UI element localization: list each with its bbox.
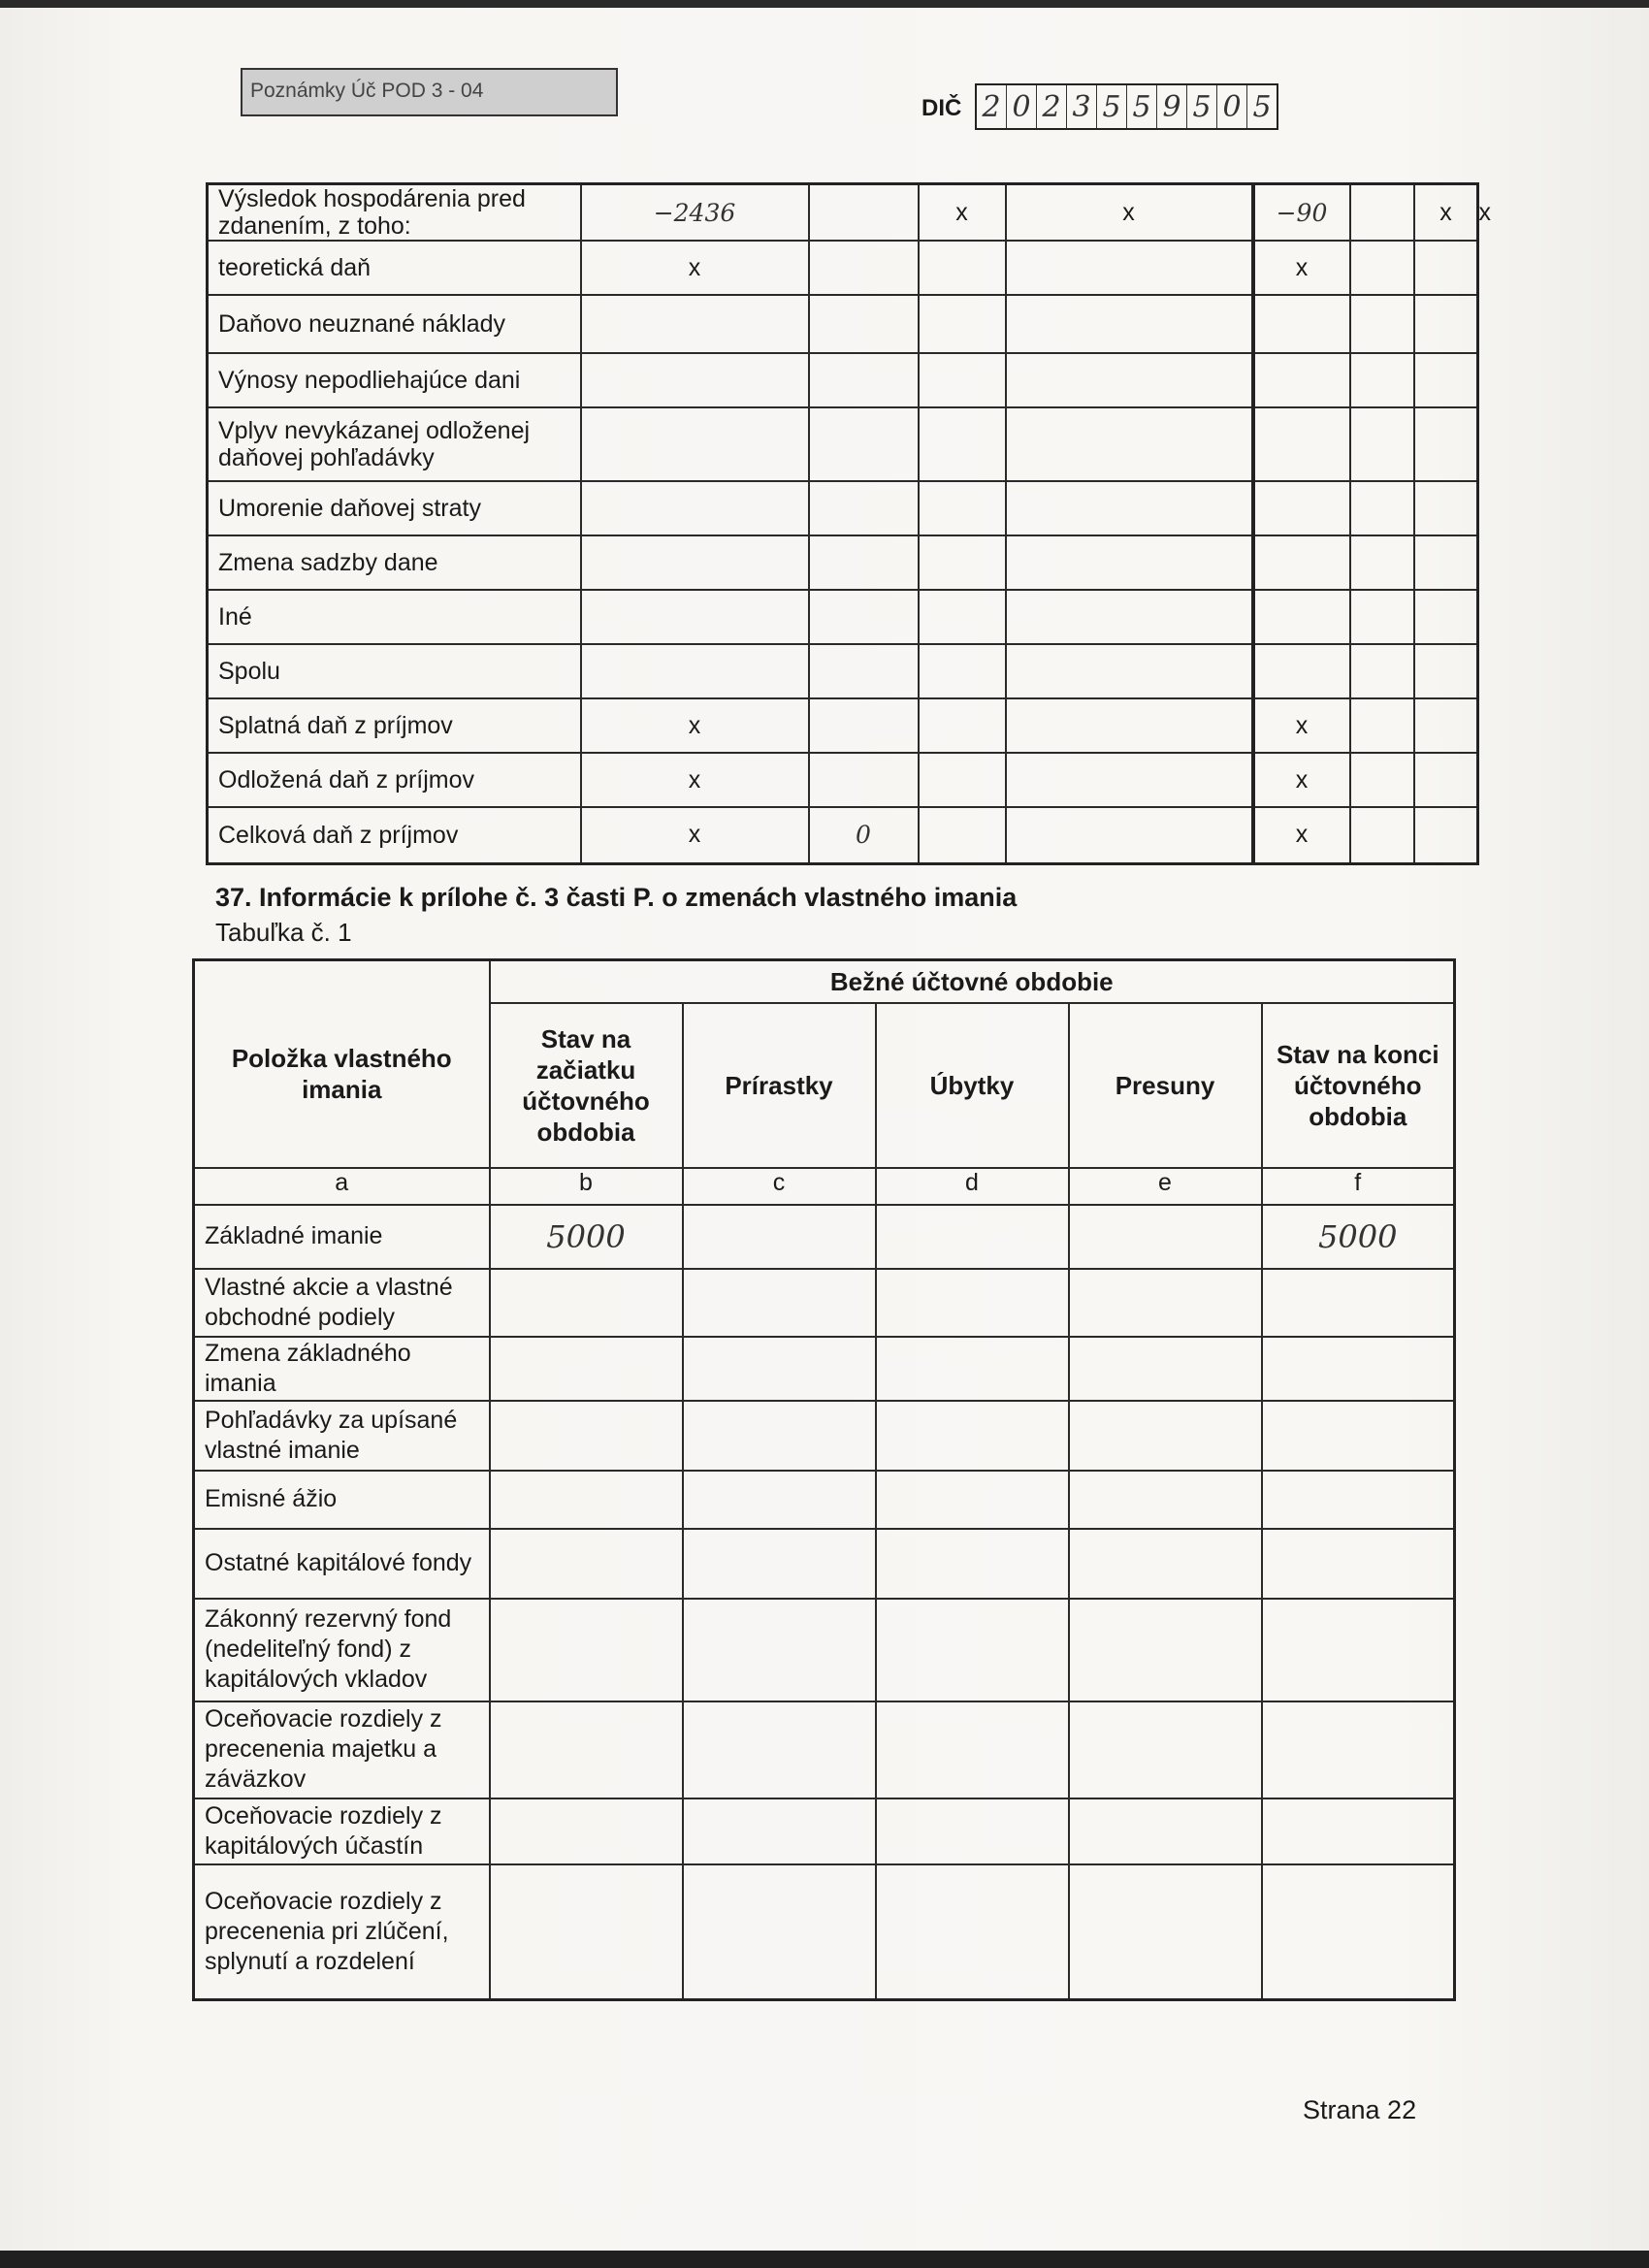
item-header-label: Položka vlastného imania	[231, 1043, 452, 1104]
tax-cell	[1414, 698, 1478, 753]
tax-cell: x	[1414, 184, 1478, 242]
dic-digit: 5	[1187, 85, 1217, 128]
handwritten-value: 5000	[1262, 1205, 1455, 1269]
equity-cell	[876, 1599, 1069, 1701]
equity-row-label: Základné imanie	[194, 1205, 490, 1269]
tax-cell	[1006, 295, 1253, 353]
tax-row-label: Daňovo neuznané náklady	[208, 295, 581, 353]
tax-cell	[919, 590, 1006, 644]
equity-cell	[490, 1401, 683, 1471]
tax-cell	[1006, 590, 1253, 644]
tax-cell: x	[1253, 698, 1350, 753]
tax-cell	[1350, 407, 1414, 481]
tax-cell	[1350, 353, 1414, 407]
equity-cell	[876, 1401, 1069, 1471]
tax-cell	[919, 535, 1006, 590]
page-number: Strana 22	[1303, 2095, 1417, 2124]
handwritten-value: 5000	[490, 1205, 683, 1269]
tax-cell	[1253, 644, 1350, 698]
tax-cell	[1006, 698, 1253, 753]
equity-cell	[490, 1529, 683, 1599]
equity-row	[194, 1529, 1455, 1599]
tax-cell	[919, 807, 1006, 863]
tax-row	[208, 644, 1478, 698]
tax-cell	[1006, 481, 1253, 535]
tax-cell	[1253, 535, 1350, 590]
tax-cell	[1253, 590, 1350, 644]
equity-row-label: Ostatné kapitálové fondy	[194, 1529, 490, 1599]
tax-cell	[1350, 644, 1414, 698]
tax-cell	[809, 184, 919, 242]
tax-cell	[581, 295, 809, 353]
equity-cell	[1069, 1529, 1262, 1599]
tax-cell	[1006, 353, 1253, 407]
tax-cell	[581, 353, 809, 407]
equity-cell	[876, 1205, 1069, 1269]
tax-cell: x	[581, 807, 809, 863]
tax-cell	[919, 698, 1006, 753]
column-letter: a	[194, 1168, 490, 1205]
tax-cell	[809, 295, 919, 353]
equity-cell	[490, 1599, 683, 1701]
tax-cell: x	[1006, 184, 1253, 242]
form-code-box	[241, 68, 618, 116]
equity-row-label: Oceňovacie rozdiely z precenenia pri zlúčení, splynutí a rozdelení	[194, 1864, 490, 2000]
equity-cell	[1262, 1599, 1455, 1701]
tax-row-label: Zmena sadzby dane	[208, 535, 581, 590]
equity-cell	[490, 1269, 683, 1337]
equity-cell	[1262, 1864, 1455, 2000]
equity-row-label: Zmena základného imania	[194, 1337, 490, 1401]
dic-digit: 2	[1037, 85, 1067, 128]
tax-cell	[1414, 481, 1478, 535]
dic-digit: 0	[1007, 85, 1037, 128]
item-header	[194, 960, 490, 1168]
tax-cell	[581, 535, 809, 590]
equity-cell	[1069, 1337, 1262, 1401]
period-header: Bežné účtovné obdobie	[490, 960, 1455, 1003]
tax-cell	[919, 407, 1006, 481]
tax-cell	[919, 241, 1006, 295]
equity-row	[194, 1269, 1455, 1337]
tax-cell	[809, 698, 919, 753]
tax-cell	[1253, 295, 1350, 353]
tax-cell: x	[1253, 807, 1350, 863]
tax-cell	[1350, 535, 1414, 590]
equity-cell	[1069, 1269, 1262, 1337]
equity-cell	[490, 1864, 683, 2000]
dic-digit: 0	[1217, 85, 1247, 128]
tax-cell	[1414, 295, 1478, 353]
tax-cell: x	[919, 184, 1006, 242]
tax-cell	[581, 644, 809, 698]
equity-row	[194, 1337, 1455, 1401]
tax-cell	[1414, 353, 1478, 407]
tax-row-label: Splatná daň z príjmov	[208, 698, 581, 753]
column-letter: c	[683, 1168, 876, 1205]
equity-row-label: Vlastné akcie a vlastné obchodné podiely	[194, 1269, 490, 1337]
equity-row	[194, 1205, 1455, 1269]
column-letter: f	[1262, 1168, 1455, 1205]
tax-cell	[1253, 407, 1350, 481]
column-header: Prírastky	[683, 1003, 876, 1168]
equity-cell	[490, 1701, 683, 1798]
tax-cell	[809, 535, 919, 590]
equity-cell	[683, 1864, 876, 2000]
equity-cell	[876, 1529, 1069, 1599]
tax-row-label: Výnosy nepodliehajúce dani	[208, 353, 581, 407]
tax-cell	[1006, 241, 1253, 295]
equity-cell	[1262, 1798, 1455, 1864]
equity-cell	[1069, 1401, 1262, 1471]
column-letter-row	[194, 1168, 1455, 1205]
equity-cell	[1262, 1269, 1455, 1337]
equity-row	[194, 1401, 1455, 1471]
tax-cell	[809, 241, 919, 295]
equity-cell	[876, 1864, 1069, 2000]
equity-cell	[683, 1701, 876, 1798]
tax-row-label: teoretická daň	[208, 241, 581, 295]
section-title: 37. Informácie k prílohe č. 3 časti P. o zmenách vlastného imania	[215, 883, 1018, 912]
dic-boxes	[975, 83, 1278, 130]
dic-digit: 5	[1097, 85, 1127, 128]
tax-row	[208, 698, 1478, 753]
equity-cell	[1262, 1701, 1455, 1798]
equity-cell	[490, 1798, 683, 1864]
tax-cell	[1350, 698, 1414, 753]
dic-digit: 5	[1252, 90, 1272, 124]
column-letter: e	[1069, 1168, 1262, 1205]
equity-row	[194, 1599, 1455, 1701]
equity-changes-table	[192, 958, 1456, 2001]
tax-cell	[1006, 753, 1253, 807]
column-header: Stav na začiatku účtovného obdobia	[490, 1003, 683, 1168]
tax-cell	[1350, 590, 1414, 644]
tax-cell	[1253, 481, 1350, 535]
tax-row-label: Iné	[208, 590, 581, 644]
tax-cell	[1006, 535, 1253, 590]
equity-cell	[683, 1798, 876, 1864]
tax-row-label: Odložená daň z príjmov	[208, 753, 581, 807]
tax-row	[208, 590, 1478, 644]
tax-cell	[581, 590, 809, 644]
equity-row-label: Pohľadávky za upísané vlastné imanie	[194, 1401, 490, 1471]
tax-cell: x	[581, 241, 809, 295]
tax-cell	[581, 481, 809, 535]
tax-cell	[809, 353, 919, 407]
tax-row-label: Výsledok hospodárenia pred zdanením, z toho:	[208, 184, 581, 242]
tax-cell	[1006, 644, 1253, 698]
dic-label: DIČ	[922, 95, 962, 121]
dic-digit: 5	[1127, 85, 1157, 128]
tax-cell: x	[1253, 753, 1350, 807]
equity-cell	[1069, 1205, 1262, 1269]
tax-cell	[919, 295, 1006, 353]
equity-cell	[1069, 1471, 1262, 1529]
tax-cell	[1414, 644, 1478, 698]
table-caption: Tabuľka č. 1	[215, 918, 352, 947]
dic-digit: 9	[1157, 85, 1187, 128]
tax-cell: x	[581, 753, 809, 807]
tax-row-label: Celková daň z príjmov	[208, 807, 581, 863]
tax-row-label: Vplyv nevykázanej odloženej daňovej pohľadávky	[208, 407, 581, 481]
equity-cell	[1069, 1864, 1262, 2000]
equity-row	[194, 1471, 1455, 1529]
equity-cell	[1069, 1701, 1262, 1798]
tax-cell	[1414, 535, 1478, 590]
column-letter: b	[490, 1168, 683, 1205]
equity-row-label: Oceňovacie rozdiely z kapitálových účastín	[194, 1798, 490, 1864]
equity-row	[194, 1864, 1455, 2000]
equity-row	[194, 1798, 1455, 1864]
tax-cell	[919, 644, 1006, 698]
equity-cell	[490, 1471, 683, 1529]
handwritten-value: −90	[1253, 184, 1350, 242]
tax-row	[208, 295, 1478, 353]
tax-row-label: Umorenie daňovej straty	[208, 481, 581, 535]
equity-cell	[876, 1269, 1069, 1337]
tax-row	[208, 753, 1478, 807]
equity-cell	[1069, 1599, 1262, 1701]
equity-cell	[683, 1337, 876, 1401]
tax-row: Výsledok hospodárenia pred zdanením, z toho: −2436 x x −90 x x	[208, 184, 1478, 242]
tax-cell	[1414, 241, 1478, 295]
equity-cell	[683, 1401, 876, 1471]
tax-row	[208, 353, 1478, 407]
tax-cell	[1414, 753, 1478, 807]
equity-row-label: Zákonný rezervný fond (nedeliteľný fond) z kapitálových vkladov	[194, 1599, 490, 1701]
equity-cell	[1262, 1529, 1455, 1599]
tax-cell	[1350, 481, 1414, 535]
tax-cell	[809, 644, 919, 698]
dic-digit: 2	[977, 85, 1007, 128]
tax-cell	[809, 753, 919, 807]
tax-cell	[809, 407, 919, 481]
tax-cell	[1414, 807, 1478, 863]
equity-cell	[876, 1471, 1069, 1529]
equity-row-label: Oceňovacie rozdiely z precenenia majetku a záväzkov	[194, 1701, 490, 1798]
equity-cell	[1262, 1337, 1455, 1401]
equity-cell	[876, 1701, 1069, 1798]
handwritten-value: 0	[809, 807, 919, 863]
handwritten-value: −2436	[581, 184, 809, 242]
equity-cell	[1069, 1798, 1262, 1864]
tax-cell	[1350, 807, 1414, 863]
tax-cell	[1414, 590, 1478, 644]
tax-cell	[1006, 407, 1253, 481]
tax-cell	[1350, 184, 1414, 242]
column-header: Úbytky	[876, 1003, 1069, 1168]
column-letter: d	[876, 1168, 1069, 1205]
tax-row	[208, 407, 1478, 481]
equity-cell	[683, 1599, 876, 1701]
tax-row	[208, 535, 1478, 590]
equity-row-label: Emisné ážio	[194, 1471, 490, 1529]
tax-cell	[919, 753, 1006, 807]
tax-cell	[1350, 295, 1414, 353]
equity-cell	[490, 1337, 683, 1401]
column-header: Presuny	[1069, 1003, 1262, 1168]
equity-cell	[683, 1471, 876, 1529]
tax-cell	[1253, 353, 1350, 407]
equity-cell	[876, 1337, 1069, 1401]
tax-cell	[1414, 407, 1478, 481]
tax-row	[208, 241, 1478, 295]
dic-digit: 3	[1067, 85, 1097, 128]
form-code: Poznámky Úč POD 3 - 04	[250, 80, 484, 102]
equity-cell	[1262, 1401, 1455, 1471]
column-header: Stav na konci účtovného obdobia	[1262, 1003, 1455, 1168]
scan-bottom-edge	[0, 2251, 1649, 2268]
tax-cell	[809, 590, 919, 644]
equity-cell	[876, 1798, 1069, 1864]
equity-cell	[683, 1205, 876, 1269]
tax-cell	[919, 481, 1006, 535]
equity-cell	[683, 1529, 876, 1599]
tax-cell	[581, 407, 809, 481]
tax-cell	[1350, 241, 1414, 295]
tax-cell	[809, 481, 919, 535]
tax-reconciliation-table	[206, 182, 1491, 865]
tax-cell	[919, 353, 1006, 407]
equity-cell	[683, 1269, 876, 1337]
tax-cell	[1006, 807, 1253, 863]
tax-row	[208, 481, 1478, 535]
equity-row	[194, 1701, 1455, 1798]
tax-cell: x	[1253, 241, 1350, 295]
tax-row-label: Spolu	[208, 644, 581, 698]
tax-cell: x	[581, 698, 809, 753]
scan-top-edge	[0, 0, 1649, 8]
equity-cell	[1262, 1471, 1455, 1529]
tax-row	[208, 807, 1478, 863]
tax-cell	[1350, 753, 1414, 807]
